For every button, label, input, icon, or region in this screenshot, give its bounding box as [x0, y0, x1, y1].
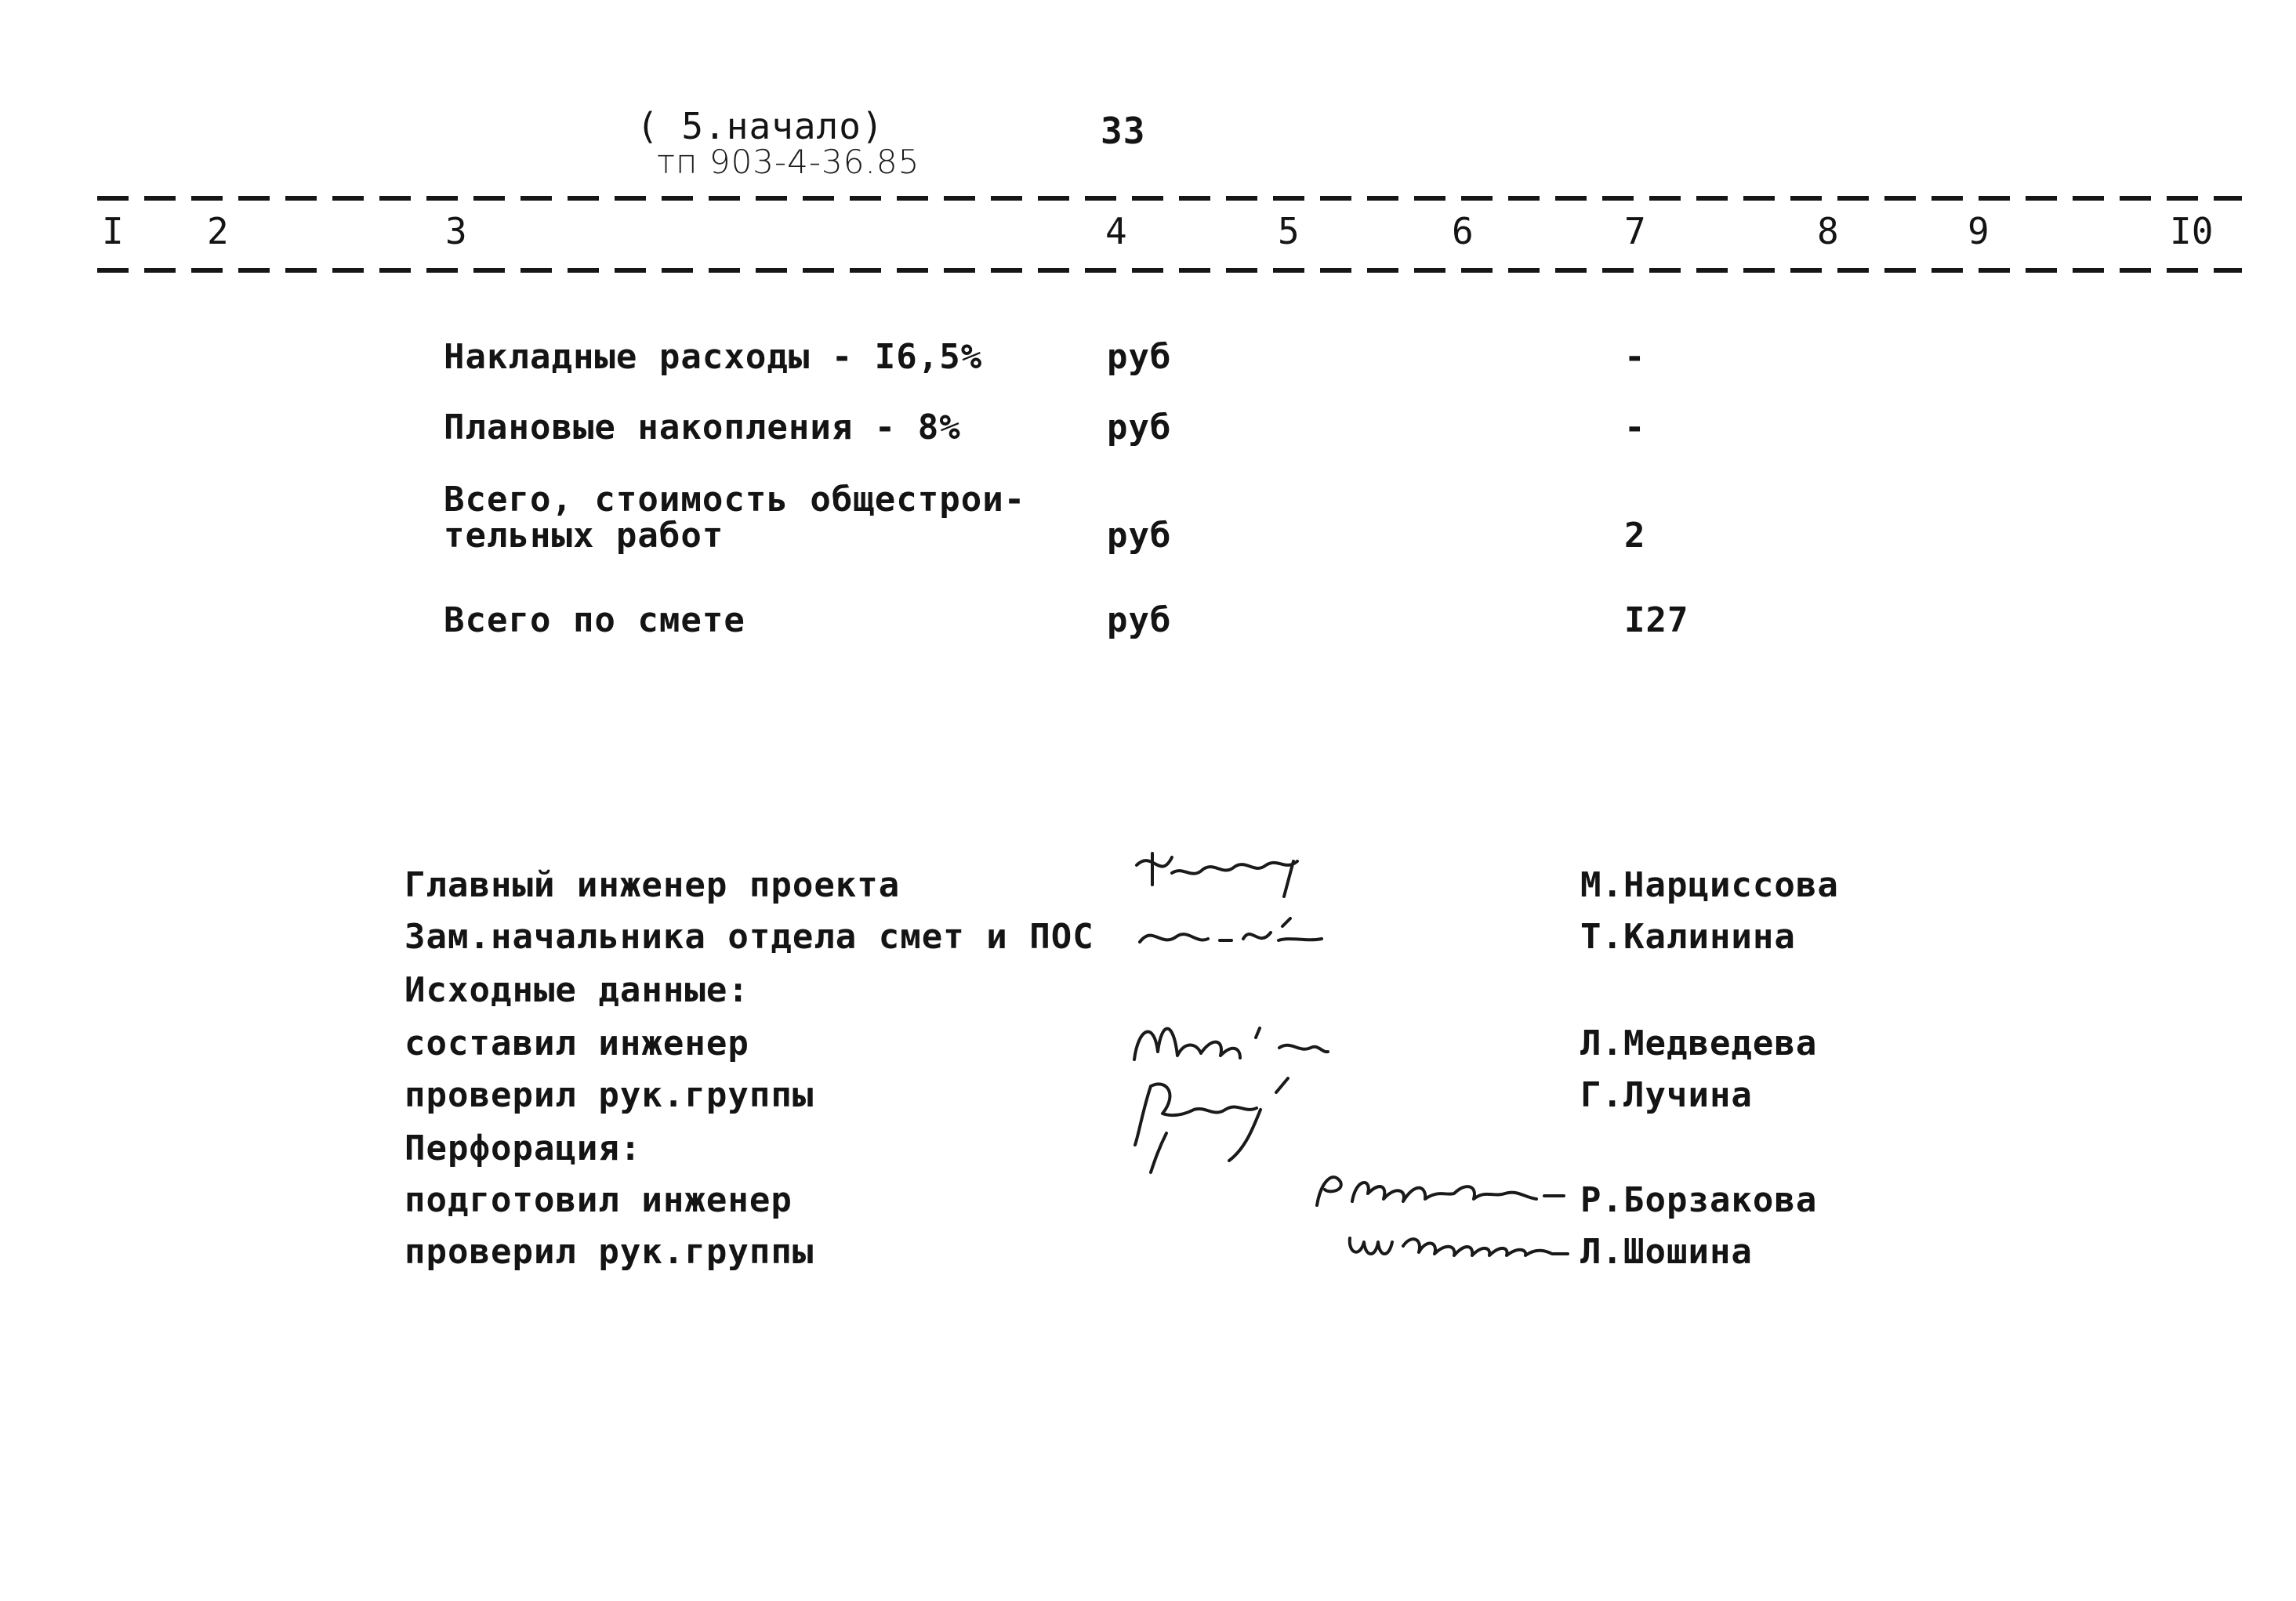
- signature-name: Л.Шошина: [1580, 1232, 1753, 1272]
- signature-name: Л.Медведева: [1580, 1023, 1818, 1063]
- signature-role: Исходные данные:: [404, 970, 749, 1010]
- row-label-line1: Всего, стоимость общестрои-: [444, 480, 1026, 520]
- signature-role: подготовил инженер: [404, 1180, 793, 1220]
- signature-role: Главный инженер проекта: [404, 865, 901, 905]
- col-number-7: 7: [1624, 210, 1646, 252]
- bottom-dashed-rule: [97, 268, 2242, 273]
- signature-kalinina: [1133, 909, 1329, 956]
- col-number-1: I: [102, 210, 124, 252]
- col-number-10: I0: [2170, 210, 2214, 252]
- signature-name: М.Нарциссова: [1580, 865, 1839, 905]
- project-code: тп 903-4-36.85: [657, 143, 920, 181]
- col-number-9: 9: [1968, 210, 1990, 252]
- row-value: 2: [1624, 516, 1646, 556]
- signature-narcissova: [1129, 842, 1317, 904]
- signature-borzakova: [1309, 1158, 1568, 1221]
- row-label: Всего по смете: [444, 600, 745, 640]
- row-value: -: [1624, 337, 1646, 377]
- row-unit: руб: [1107, 407, 1172, 447]
- col-number-3: 3: [445, 210, 467, 252]
- row-label: Накладные расходы - I6,5%: [444, 337, 983, 377]
- signature-name: Т.Калинина: [1580, 917, 1796, 957]
- col-number-2: 2: [207, 210, 229, 252]
- row-unit: руб: [1107, 516, 1172, 556]
- row-label-line2: тельных работ: [444, 516, 724, 556]
- section-label: ( 5.начало): [637, 105, 884, 147]
- row-value: -: [1624, 407, 1646, 447]
- signature-role: проверил рук.группы: [404, 1075, 814, 1115]
- signature-luchina: [1119, 1070, 1315, 1180]
- signature-name: Г.Лучина: [1580, 1075, 1753, 1115]
- row-label: Плановые накопления - 8%: [444, 407, 961, 447]
- row-value: I27: [1624, 600, 1689, 640]
- signature-shoshina: [1340, 1215, 1576, 1270]
- signature-role: Перфорация:: [404, 1128, 642, 1168]
- signature-name: Р.Борзакова: [1580, 1180, 1818, 1220]
- row-unit: руб: [1107, 337, 1172, 377]
- top-dashed-rule: [97, 196, 2242, 201]
- page-number: 33: [1101, 110, 1146, 152]
- col-number-4: 4: [1105, 210, 1127, 252]
- signature-medvedeva: [1123, 1005, 1334, 1075]
- row-unit: руб: [1107, 600, 1172, 640]
- signature-role: Зам.начальника отдела смет и ПОС: [404, 917, 1094, 957]
- signature-role: составил инженер: [404, 1023, 749, 1063]
- col-number-5: 5: [1278, 210, 1300, 252]
- signature-role: проверил рук.группы: [404, 1232, 814, 1272]
- col-number-6: 6: [1452, 210, 1474, 252]
- col-number-8: 8: [1817, 210, 1839, 252]
